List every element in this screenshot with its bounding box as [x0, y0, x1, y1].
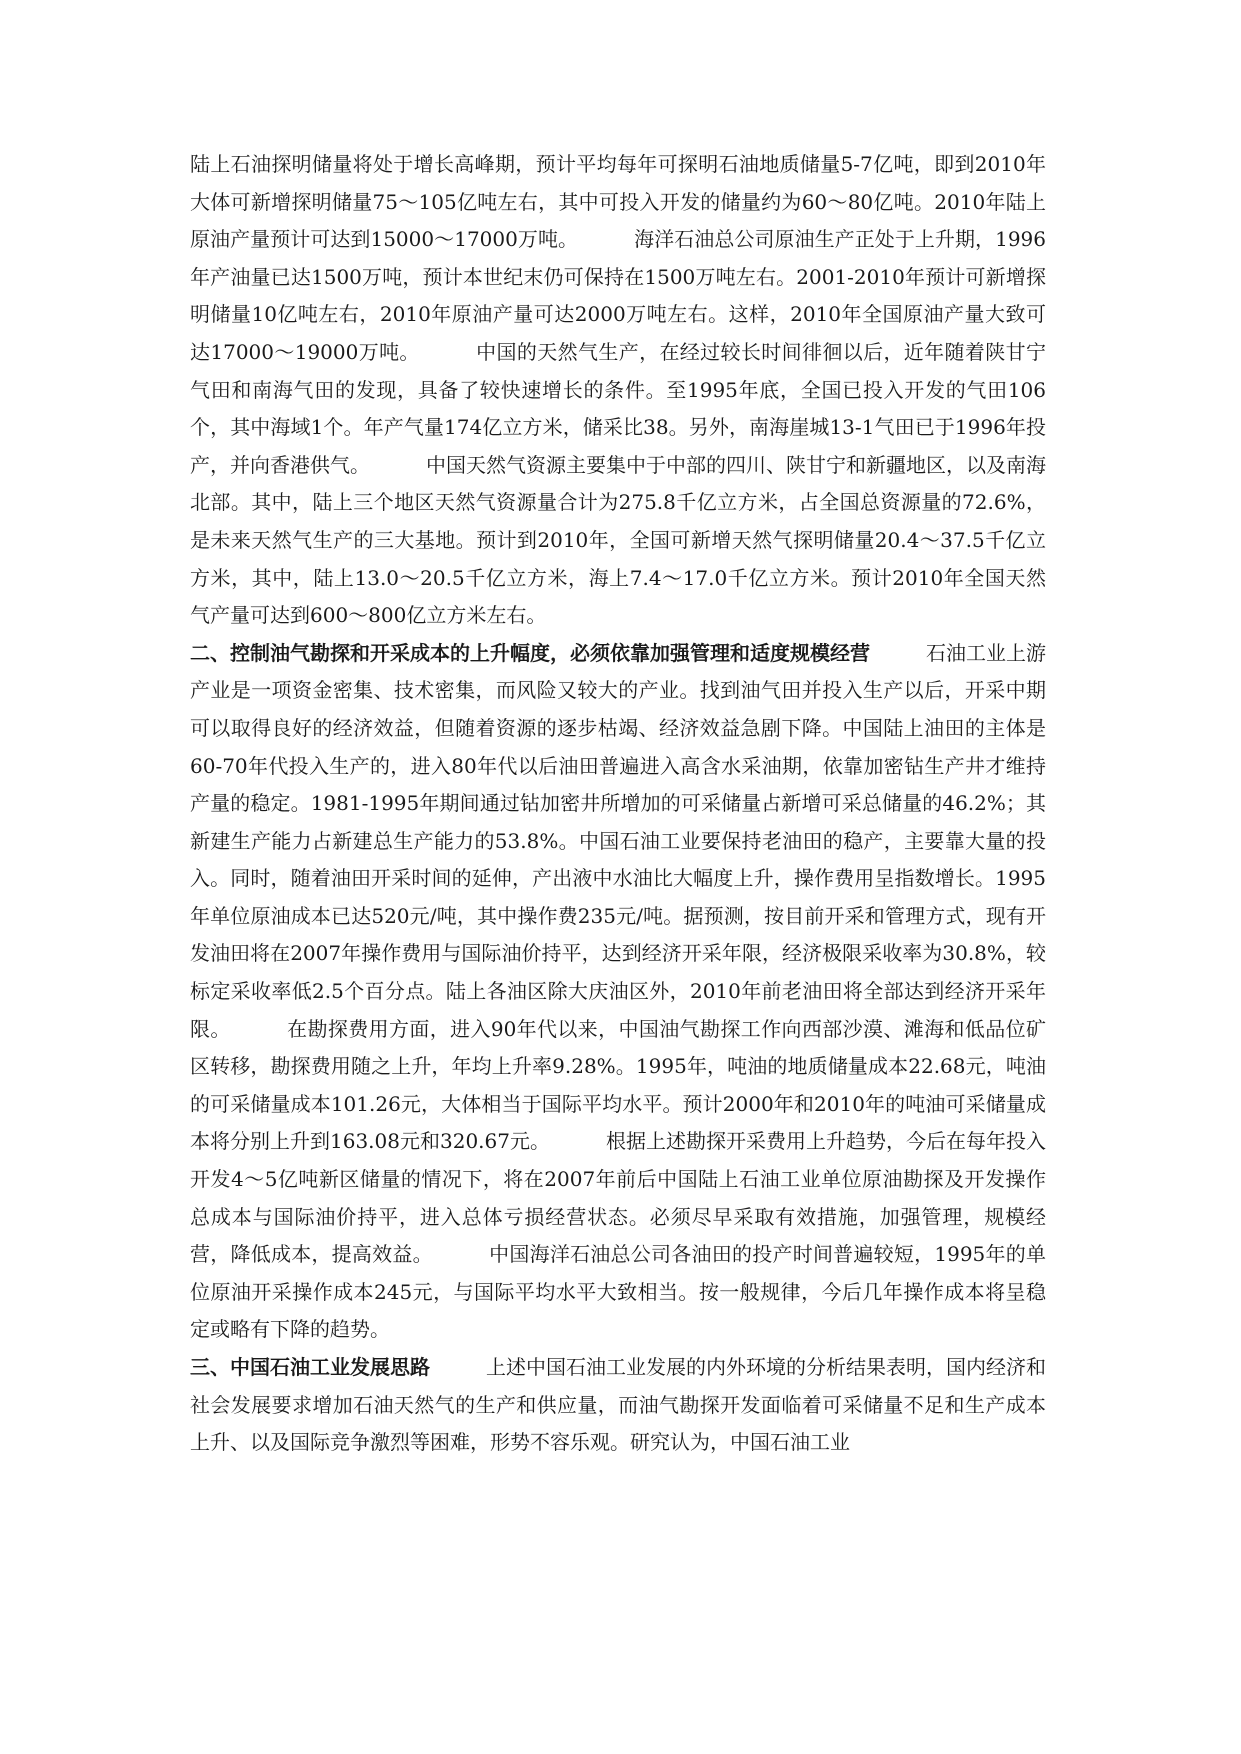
intro-text-1: 陆上石油探明储量将处于增长高峰期，预计平均每年可探明石油地质储量5-7亿吨，即到2010年大体可新增探明储量75～105亿吨左右，其中可投入开发的储量约为60～80亿吨。2010年陆上原油产量预计可达到15000～17000万吨。: [190, 152, 1046, 252]
section-2-text-1: 石油工业上游产业是一项资金密集、技术密集，而风险又较大的产业。找到油气田并投入生产以后，开采中期可以取得良好的经济效益，但随着资源的逐步枯竭、经济效益急剧下降。中国陆上油田的主体是60-70年代投入生产的，进入80年代以后油田普遍进入高含水采油期，依靠加密钻生产井才维持产量的稳定。1981-1995年期间通过钻加密井所增加的可采储量占新增可采总储量的46.2%；其新建生产能力占新建总生产能力的53.8%。中国石油工业要保持老油田的稳产，主要靠大量的投入。同时，随着油田开采时间的延伸，产出液中水油比大幅度上升，操作费用呈指数增长。1995年单位原油成本已达520元/吨，其中操作费235元/吨。据预测，按目前开采和管理方式，现有开发油田将在2007年操作费用与国际油价持平，达到经济开采年限，经济极限采收率为30.8%，较标定采收率低2.5个百分点。陆上各油区除大庆油区外，2010年前老油田将全部达到经济开采年限。: [190, 640, 1046, 1041]
section-2-text-3: 根据上述勘探开采费用上升趋势，今后在每年投入开发4～5亿吨新区储量的情况下，将在2007年前后中国陆上石油工业单位原油勘探及开发操作总成本与国际油价持平，进入总体亏损经营状态。必须尽早采取有效措施，加强管理，规模经营，降低成本，提高效益。: [190, 1129, 1047, 1267]
section-3-heading: 三、中国石油工业发展思路: [190, 1355, 430, 1379]
intro-text-3: 中国的天然气生产，在经过较长时间徘徊以后，近年随着陕甘宁气田和南海气田的发现，具备了较快速增长的条件。至1995年底，全国已投入开发的气田106个，其中海域1个。年产气量174亿立方米，储采比38。另外，南海崖城13-1气田已于1996年投产，并向香港供气。: [190, 339, 1046, 477]
section-2: [190, 635, 1046, 1349]
intro-text-4: 中国天然气资源主要集中于中部的四川、陕甘宁和新疆地区，以及南海北部。其中，陆上三个地区天然气资源量合计为275.8千亿立方米，占全国总资源量的72.6%，是未来天然气生产的三大基地。预计到2010年，全国可新增天然气探明储量20.4～37.5千亿立方米，其中，陆上13.0～20.5千亿立方米，海上7.4～17.0千亿立方米。预计2010年全国天然气产量可达到600～800亿立方米左右。: [190, 452, 1046, 628]
section-3: [190, 1349, 1046, 1462]
section-3-text-1: 上述中国石油工业发展的内外环境的分析结果表明，国内经济和社会发展要求增加石油天然气的生产和供应量，而油气勘探开发面临着可采储量不足和生产成本上升、以及国际竞争激烈等困难，形势不容乐观。研究认为，中国石油工业: [190, 1355, 1046, 1455]
section-2-text-2: 在勘探费用方面，进入90年代以来，中国油气勘探工作向西部沙漠、滩海和低品位矿区转移，勘探费用随之上升，年均上升率9.28%。1995年，吨油的地质储量成本22.68元，吨油的可采储量成本101.26元，大体相当于国际平均水平。预计2000年和2010年的吨油可采储量成本将分别上升到163.08元和320.67元。: [190, 1016, 1046, 1154]
intro-text-2: 海洋石油总公司原油生产正处于上升期，1996年产油量已达1500万吨，预计本世纪末仍可保持在1500万吨左右。2001-2010年预计可新增探明储量10亿吨左右，2010年原油产量可达2000万吨左右。这样，2010年全国原油产量大致可达17000～19000万吨。: [190, 227, 1046, 364]
intro-paragraph: [190, 146, 1046, 635]
section-2-text-4: 中国海洋石油总公司各油田的投产时间普遍较短，1995年的单位原油开采操作成本245元，与国际平均水平大致相当。按一般规律，今后几年操作成本将呈稳定或略有下降的趋势。: [190, 1242, 1046, 1342]
section-2-heading: 二、控制油气勘探和开采成本的上升幅度，必须依靠加强管理和适度规模经营: [190, 640, 870, 665]
document-page: [190, 146, 1046, 1462]
